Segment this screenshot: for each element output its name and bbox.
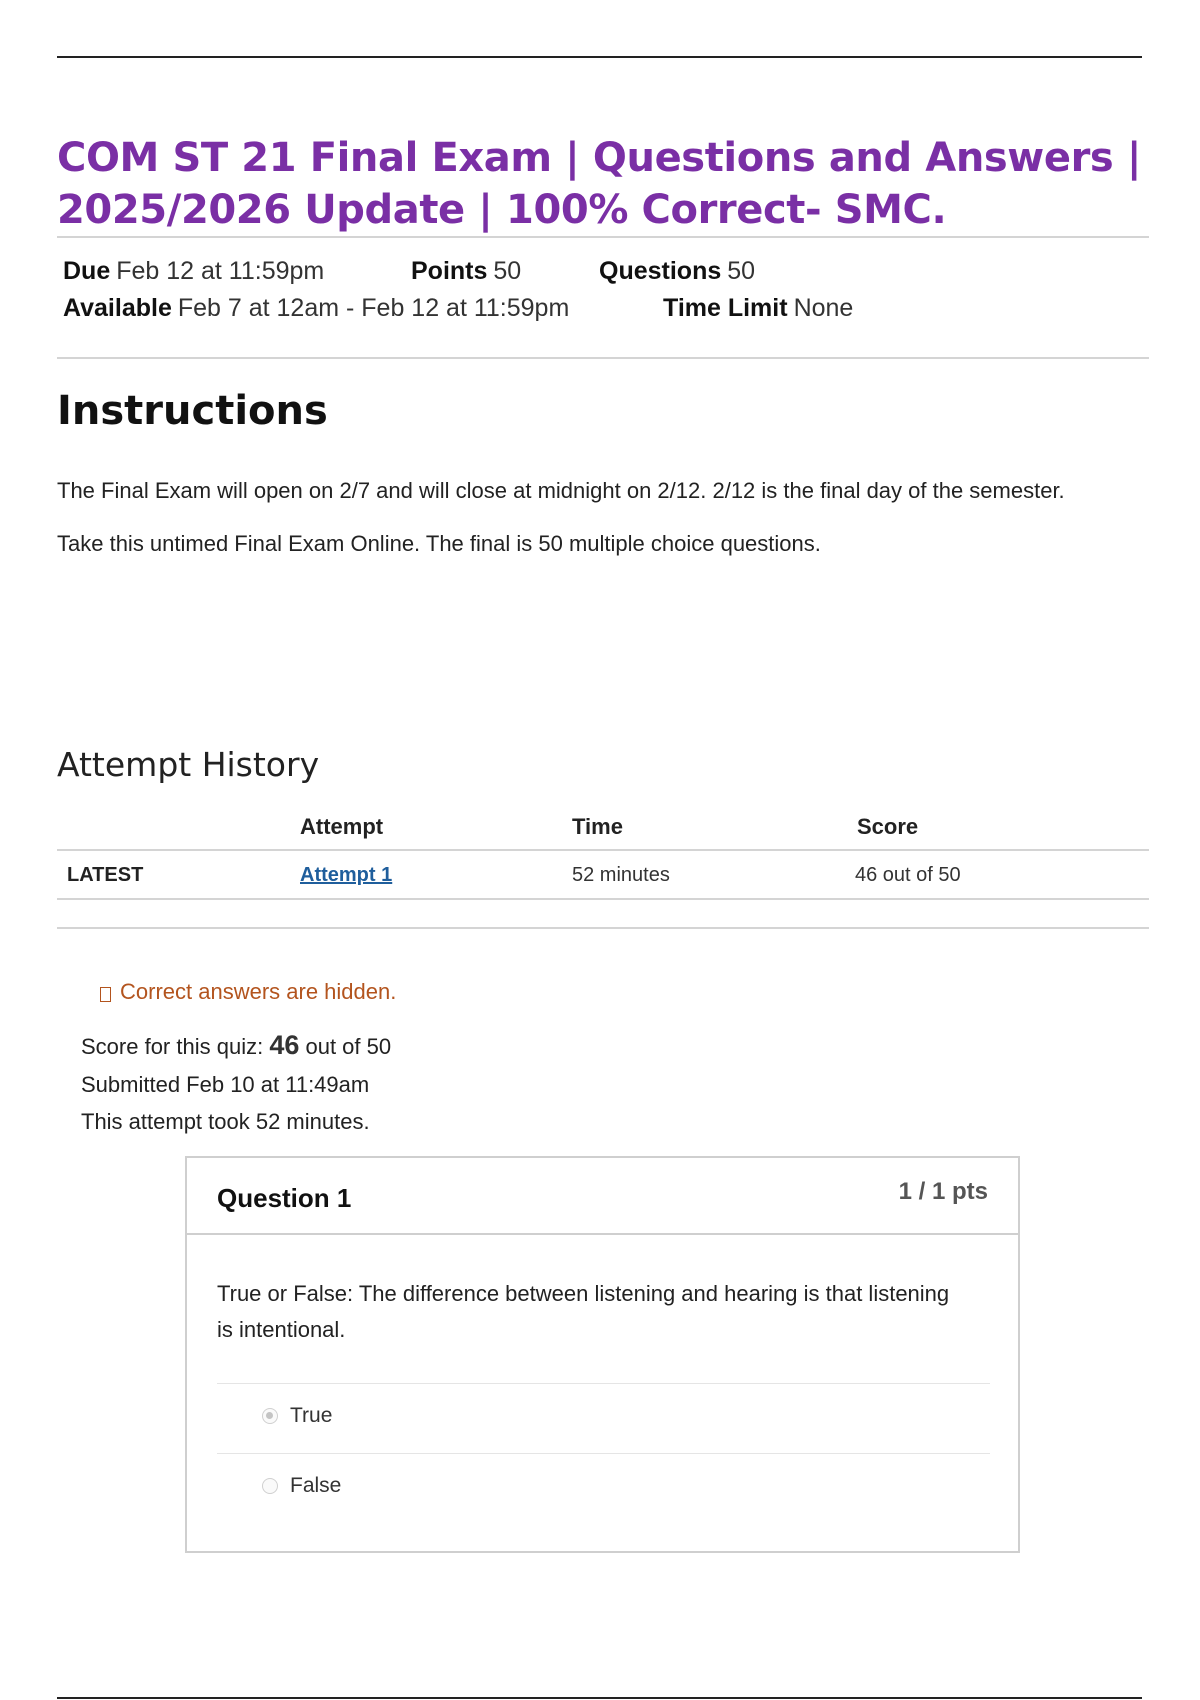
instructions-paragraph: Take this untimed Final Exam Online. The final is 50 multiple choice questions. xyxy=(57,531,821,556)
option-divider xyxy=(217,1453,990,1454)
score-suffix: out of 50 xyxy=(305,1034,392,1059)
radio-false[interactable] xyxy=(262,1478,278,1494)
meta-divider xyxy=(57,357,1149,359)
question-card xyxy=(185,1156,1020,1553)
time-limit-label: Time Limit xyxy=(663,294,788,322)
time-limit-field xyxy=(663,293,853,323)
page-top-rule xyxy=(57,56,1142,58)
option-label-false: False xyxy=(290,1474,342,1497)
table-row-divider xyxy=(57,898,1149,900)
available-label: Available xyxy=(63,294,172,322)
time-limit-value: None xyxy=(793,294,854,322)
column-header-attempt: Attempt xyxy=(300,814,384,839)
points-value: 50 xyxy=(493,257,522,285)
available-value: Feb 7 at 12am - Feb 12 at 11:59pm xyxy=(177,294,570,322)
question-points: 1 / 1 pts xyxy=(898,1178,988,1205)
due-value: Feb 12 at 11:59pm xyxy=(116,257,325,285)
submitted-line: Submitted Feb 10 at 11:49am xyxy=(81,1072,370,1097)
questions-value: 50 xyxy=(727,257,756,285)
attempt-history-heading: Attempt History xyxy=(57,745,320,784)
questions-field xyxy=(599,256,755,286)
points-field xyxy=(411,256,521,286)
attempt-1-link[interactable]: Attempt 1 xyxy=(300,864,393,886)
attempt-time: 52 minutes xyxy=(572,864,670,886)
duration-line: This attempt took 52 minutes. xyxy=(81,1109,370,1134)
question-title: Question 1 xyxy=(217,1183,352,1213)
document-title: COM ST 21 Final Exam | Questions and Answers | 2025/2026 Update | 100% Correct- SMC. xyxy=(57,135,1142,233)
points-label: Points xyxy=(411,257,488,285)
column-header-score: Score xyxy=(857,814,919,839)
attempt-link-cell xyxy=(300,864,392,887)
question-text: True or False: The difference between listening and hearing is that listening is intentional. xyxy=(217,1281,950,1342)
option-label-true: True xyxy=(290,1404,333,1427)
questions-label: Questions xyxy=(599,257,722,285)
title-divider xyxy=(57,236,1149,238)
column-header-time: Time xyxy=(572,814,623,839)
page-bottom-rule xyxy=(57,1697,1142,1699)
attempt-status: LATEST xyxy=(67,864,144,886)
score-prefix: Score for this quiz: xyxy=(81,1034,264,1059)
warning-icon xyxy=(100,987,111,1002)
instructions-heading: Instructions xyxy=(57,388,328,434)
score-value: 46 xyxy=(269,1030,300,1060)
answers-hidden-notice xyxy=(100,979,396,1005)
answers-hidden-text: Correct answers are hidden. xyxy=(120,979,397,1004)
question-header xyxy=(187,1158,1018,1235)
available-field xyxy=(63,293,569,323)
option-divider xyxy=(217,1383,990,1384)
due-field xyxy=(63,256,324,286)
quiz-score-line xyxy=(81,1030,391,1061)
due-label: Due xyxy=(63,257,111,285)
instructions-paragraph: The Final Exam will open on 2/7 and will close at midnight on 2/12. 2/12 is the final day of the semester. xyxy=(57,478,1065,503)
radio-true[interactable] xyxy=(262,1408,278,1424)
attempt-history-divider xyxy=(57,927,1149,929)
attempt-score: 46 out of 50 xyxy=(855,864,961,886)
table-header-divider xyxy=(57,849,1149,851)
